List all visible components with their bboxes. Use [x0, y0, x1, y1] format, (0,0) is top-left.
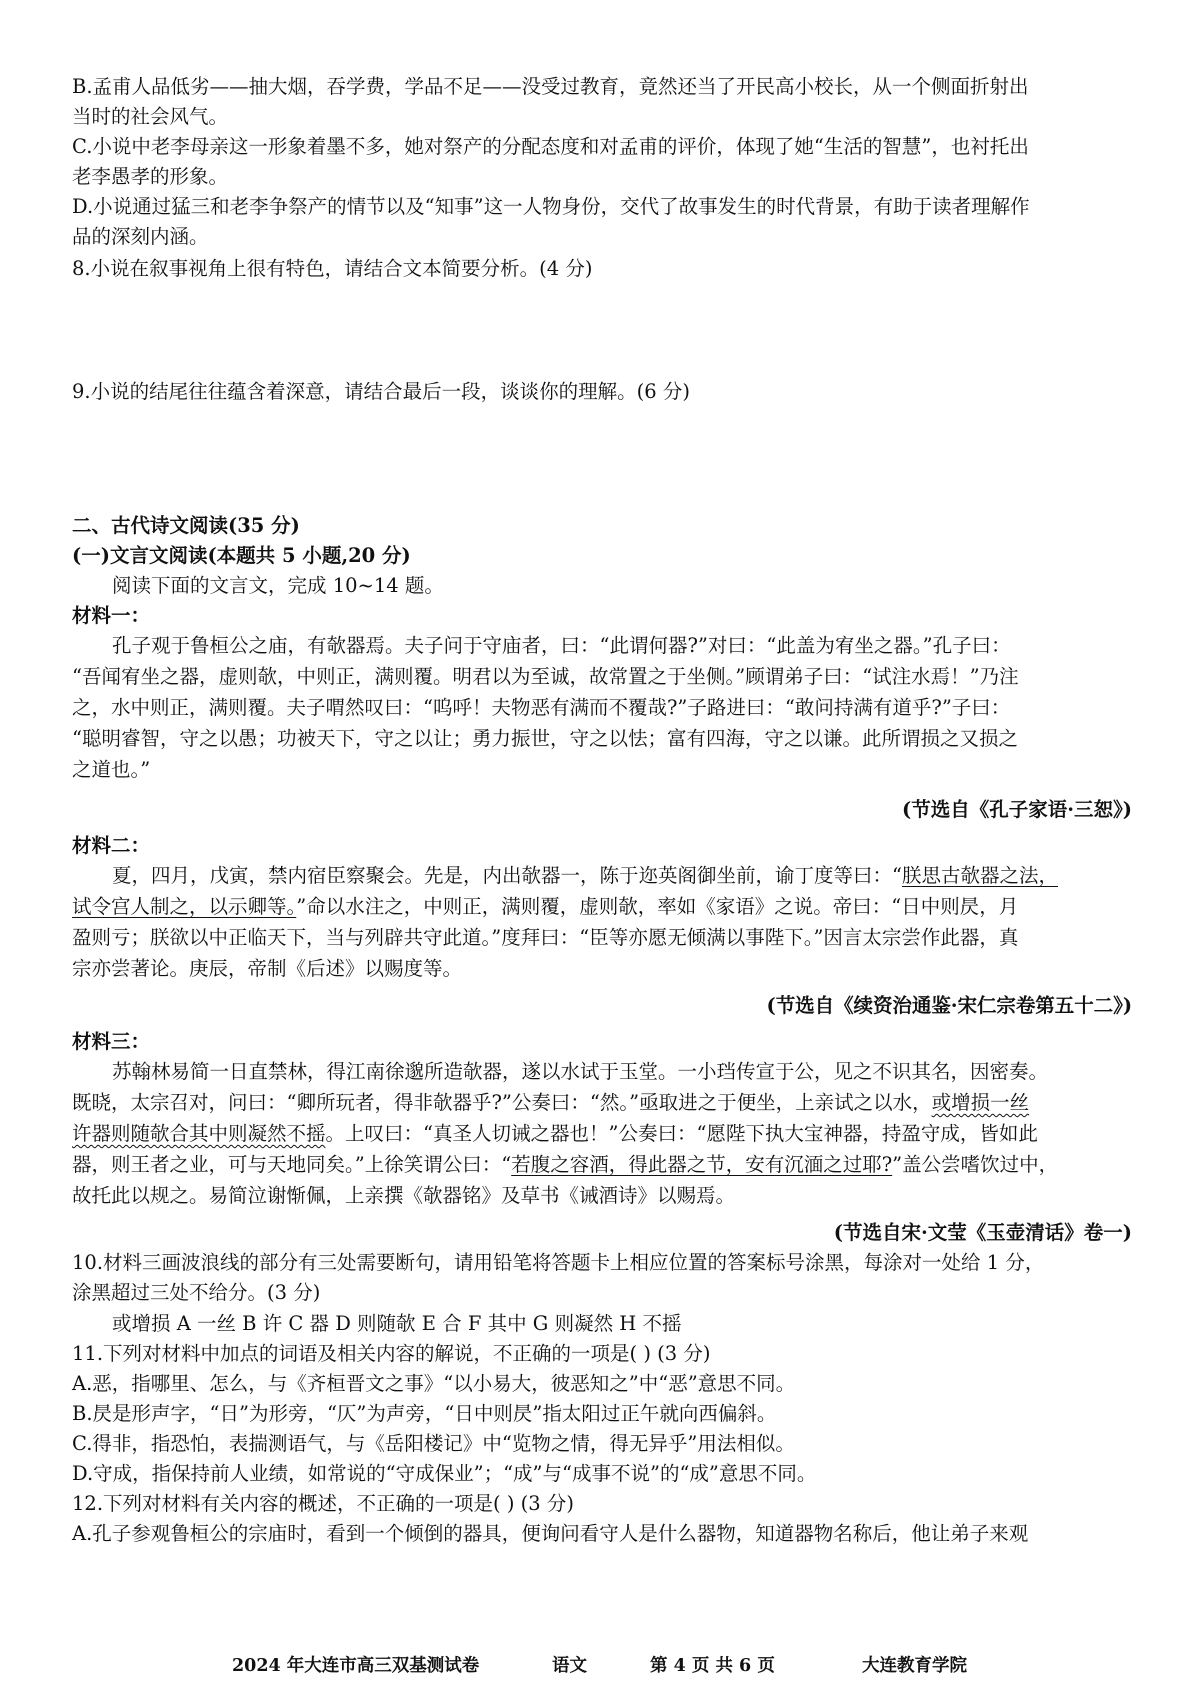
material-1-label: 材料一：: [72, 604, 151, 627]
option-c-line2: 老李愚孝的形象。: [72, 165, 229, 188]
instructions: 阅读下面的文言文，完成 10~14 题。: [112, 574, 444, 597]
question-12-option-a: A.孔子参观鲁桓公的宗庙时，看到一个倾倒的器具，便询问看守人是什么器物，知道器物名称后，他让弟子来观: [72, 1522, 1029, 1545]
material-3-source: (节选自宋·文莹《玉壶清话》卷一): [833, 1221, 1132, 1244]
material-2-text: 夏，四月，戊寅，禁内宿臣察聚会。先是，内出欹器一，陈于迩英阁御坐前，谕丁度等曰：“: [112, 864, 902, 887]
underlined-text: 试令宫人制之，以示卿等。: [72, 895, 297, 918]
material-1-line: 之，水中则正，满则覆。夫子喟然叹曰：“呜呼！夫物恶有满而不覆哉?”子路进曰：“敢问持满有道乎?”子曰：: [72, 696, 1011, 719]
question-10-line2: 涂黑超过三处不给分。(3 分): [72, 1281, 321, 1304]
section-heading: 二、古代诗文阅读(35 分): [72, 514, 300, 537]
question-10-line1: 10.材料三画波浪线的部分有三处需要断句，请用铅笔将答题卡上相应位置的答案标号涂黑，每涂对一处给 1 分，: [72, 1251, 1045, 1274]
material-3-line: [72, 1121, 1038, 1147]
option-b-line2: 当时的社会风气。: [72, 105, 229, 128]
wavy-underlined-text: 许器则随欹合其中则凝然不摇: [72, 1122, 326, 1145]
question-11-option-d: D.守成，指保持前人业绩，如常说的“守成保业”；“成”与“成事不说”的“成”意思不同。: [72, 1462, 817, 1485]
question-10-options: 或增损 A 一丝 B 许 C 器 D 则随欹 E 合 F 其中 G 则凝然 H 不摇: [112, 1312, 682, 1335]
material-3-line: 苏翰林易简一日直禁林，得江南徐邈所造欹器，遂以水试于玉堂。一小珰传宣于公，见之不识其名，因密奏。: [112, 1060, 1049, 1083]
material-1-source: (节选自《孔子家语·三恕》): [902, 798, 1132, 821]
question-9: 9.小说的结尾往往蕴含着深意，请结合最后一段，谈谈你的理解。(6 分): [72, 380, 690, 403]
material-3-text: 。上叹曰：“真圣人切诫之器也！”公奏曰：“愿陛下执大宝神器，持盈守成，皆如此: [325, 1122, 1038, 1145]
question-11-option-c: C.得非，指恐怕，表揣测语气，与《岳阳楼记》中“览物之情，得无异乎”用法相似。: [72, 1432, 795, 1455]
question-8: 8.小说在叙事视角上很有特色，请结合文本简要分析。(4 分): [72, 257, 593, 280]
subsection-heading: (一)文言文阅读(本题共 5 小题,20 分): [72, 544, 411, 567]
question-12: 12.下列对材料有关内容的概述，不正确的一项是( ) (3 分): [72, 1492, 574, 1515]
material-1-line: 孔子观于鲁桓公之庙，有欹器焉。夫子问于守庙者，曰：“此谓何器?”对曰：“此盖为宥坐之器。”孔子曰：: [112, 634, 1011, 657]
question-11-option-b: B.昃是形声字，“日”为形旁，“仄”为声旁，“日中则昃”指太阳过正午就向西偏斜。: [72, 1402, 777, 1425]
question-11-option-a: A.恶，指哪里、怎么，与《齐桓晋文之事》“以小易大，彼恶知之”中“恶”意思不同。: [72, 1372, 796, 1395]
material-3-label: 材料三：: [72, 1030, 151, 1053]
material-3-text: 器，则王者之业，可与天地同矣。”上徐笑谓公曰：“: [72, 1153, 512, 1176]
material-2-line: [112, 863, 1058, 889]
material-3-text: ”盖公尝嗜饮过中，: [892, 1153, 1059, 1176]
material-2-source: (节选自《续资治通鉴·宋仁宗卷第五十二》): [766, 994, 1132, 1017]
material-1-line: “吾闻宥坐之器，虚则欹，中则正，满则覆。明君以为至诚，故常置之于坐侧。”顾谓弟子曰：“试注水焉！”乃注: [72, 665, 1019, 688]
question-11: 11.下列对材料中加点的词语及相关内容的解说，不正确的一项是( ) (3 分): [72, 1342, 711, 1365]
material-1-line: “聪明睿智，守之以愚；功被天下，守之以让；勇力振世，守之以怯；富有四海，守之以谦。此所谓损之又损之: [72, 727, 1018, 750]
option-c-line1: C.小说中老李母亲这一形象着墨不多，她对祭产的分配态度和对孟甫的评价，体现了她“生活的智慧”，也衬托出: [72, 135, 1029, 158]
material-3-line: [72, 1152, 1058, 1178]
footer-organization: 大连教育学院: [862, 1656, 967, 1676]
material-1-line: 之道也。”: [72, 758, 151, 781]
option-d-line2: 品的深刻内涵。: [72, 225, 209, 248]
material-2-line: [72, 894, 1018, 920]
material-2-line: 盈则亏；朕欲以中正临天下，当与列辟共守此道。”度拜曰：“臣等亦愿无倾满以事陛下。”因言太宗尝作此器，真: [72, 926, 1019, 949]
material-3-text: 既晓，太宗召对，问曰：“卿所玩者，得非欹器乎?”公奏曰：“然。”亟取进之于便坐，上亲试之以水，: [72, 1091, 932, 1114]
footer-exam-title: 2024 年大连市高三双基测试卷: [232, 1656, 480, 1676]
underlined-text: 若腹之容酒，得此器之节，安有沉湎之过耶?: [511, 1153, 893, 1176]
wavy-underlined-text: 或增损一丝: [931, 1091, 1030, 1114]
option-b-line1: B.孟甫人品低劣——抽大烟，吞学费，学品不足——没受过教育，竟然还当了开民高小校长，从一个侧面折射出: [72, 75, 1029, 98]
material-2-label: 材料二：: [72, 834, 151, 857]
option-d-line1: D.小说通过猛三和老李争祭产的情节以及“知事”这一人物身份，交代了故事发生的时代背景，有助于读者理解作: [72, 195, 1030, 218]
material-3-line: 故托此以规之。易简泣谢惭佩，上亲撰《欹器铭》及草书《诫酒诗》以赐焉。: [72, 1184, 736, 1207]
material-2-text: ”命以水注之，中则正，满则覆，虚则欹，率如《家语》之说。帝曰：“日中则昃，月: [296, 895, 1019, 918]
footer-subject: 语文: [552, 1656, 587, 1676]
material-3-line: [72, 1090, 1029, 1116]
underlined-text: 朕思古欹器之法，: [901, 864, 1058, 887]
footer-page-number: 第 4 页 共 6 页: [650, 1656, 775, 1676]
material-2-line: 宗亦尝著论。庚辰，帝制《后述》以赐度等。: [72, 957, 463, 980]
